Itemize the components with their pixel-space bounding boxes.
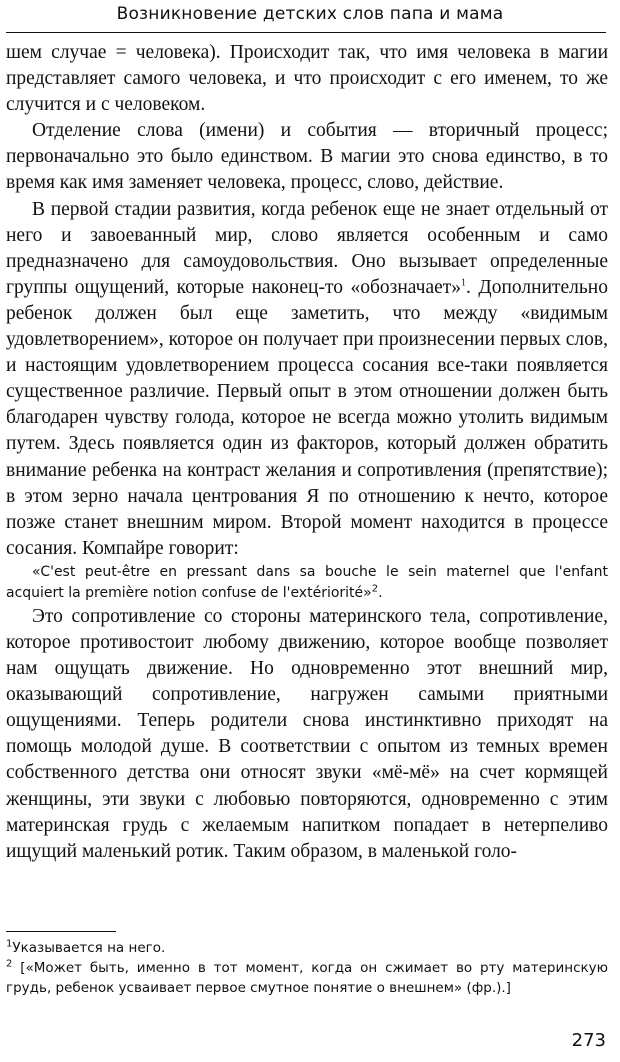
block-quote <box>6 562 608 604</box>
footnote-2-text: [«Может быть, именно в тот момент, когда он сжимает во рту материнскую грудь, ребенок усваивает первое смутное понятие о внешнем» (фр.).] <box>6 960 608 996</box>
footnote-ref-2: 2 <box>371 583 379 595</box>
page-number: 273 <box>571 1030 606 1051</box>
footnote-1 <box>6 938 608 958</box>
running-header: Возникновение детских слов папа и мама <box>116 4 504 24</box>
footnote-1-text: Указывается на него. <box>12 940 166 956</box>
paragraph-1: шем случае = человека). Происходит так, что имя человека в магии представляет самого человека, и что происходит с его именем, то же случится и с человеком. <box>6 42 608 116</box>
paragraph-2: Отделение слова (имени) и события — вторичный процесс; первоначально это было единством. В магии это снова единство, в то время как имя заменяет человека, процесс, слово, действие. <box>6 120 608 194</box>
footnote-1-number: 1 <box>6 938 13 950</box>
paragraph-4: Это сопротивление со стороны материнского тела, сопротивление, которое противостоит любому движению, которое вообще позволяет нам ощущать движение. Но одновременно этот внешний мир, оказывающий сопротивление, нагружен самыми приятными ощущениями. Теперь родители снова инстинктивно приходят на помощь молодой душе. В соответствии с опытом из темных времен собственного детства они относят звуки «мё-мё» на счет кормящей женщины, эти звуки с любовью повторяются, одновременно с этим материнская грудь с желаемым напитком попадает в нетерпеливо ищущий маленький ротик. Таким образом, в маленькой голо- <box>6 605 608 862</box>
quote-end: . <box>378 584 383 601</box>
paragraph-3 <box>6 197 608 562</box>
paragraph-3-part-a: В первой стадии развития, когда ребенок еще не знает отдельный от него и завоеванный мир, слово является особенным и само предназначено для самоудовольствия. Оно вызывает определенные группы ощущений, которые наконец-то «обозначает» <box>6 198 608 298</box>
paragraph-3-part-b: . Дополнительно ребенок должен был еще заметить, что между «видимым удовлетворением», которое он получает при произнесении первых слов, и настоящим удовлетворением процесса сосания все-таки появляется существенное различие. Первый опыт в этом отношении должен быть благодарен чувству голода, которое не всегда можно утолить видимым путем. Здесь появляется один из факторов, который должен обратить внимание ребенка на контраст желания и сопротивления (препятствие); в этом зерно начала центрования Я по отношению к нечто, которое позже станет внешним миром. Второй момент находится в процессе сосания. Компайре говорит: <box>6 276 608 559</box>
header-rule <box>6 32 606 33</box>
quote-text: «C'est peut-être en pressant dans sa bouche le sein maternel que l'enfant acquiert la première notion confuse de l'extériorité» <box>6 563 608 601</box>
footnote-rule <box>6 931 116 932</box>
footnotes <box>6 938 608 998</box>
body-text <box>6 40 608 865</box>
footnote-2-number: 2 <box>6 958 13 970</box>
footnote-ref-1: 1 <box>461 277 467 289</box>
footnote-2 <box>6 958 608 998</box>
